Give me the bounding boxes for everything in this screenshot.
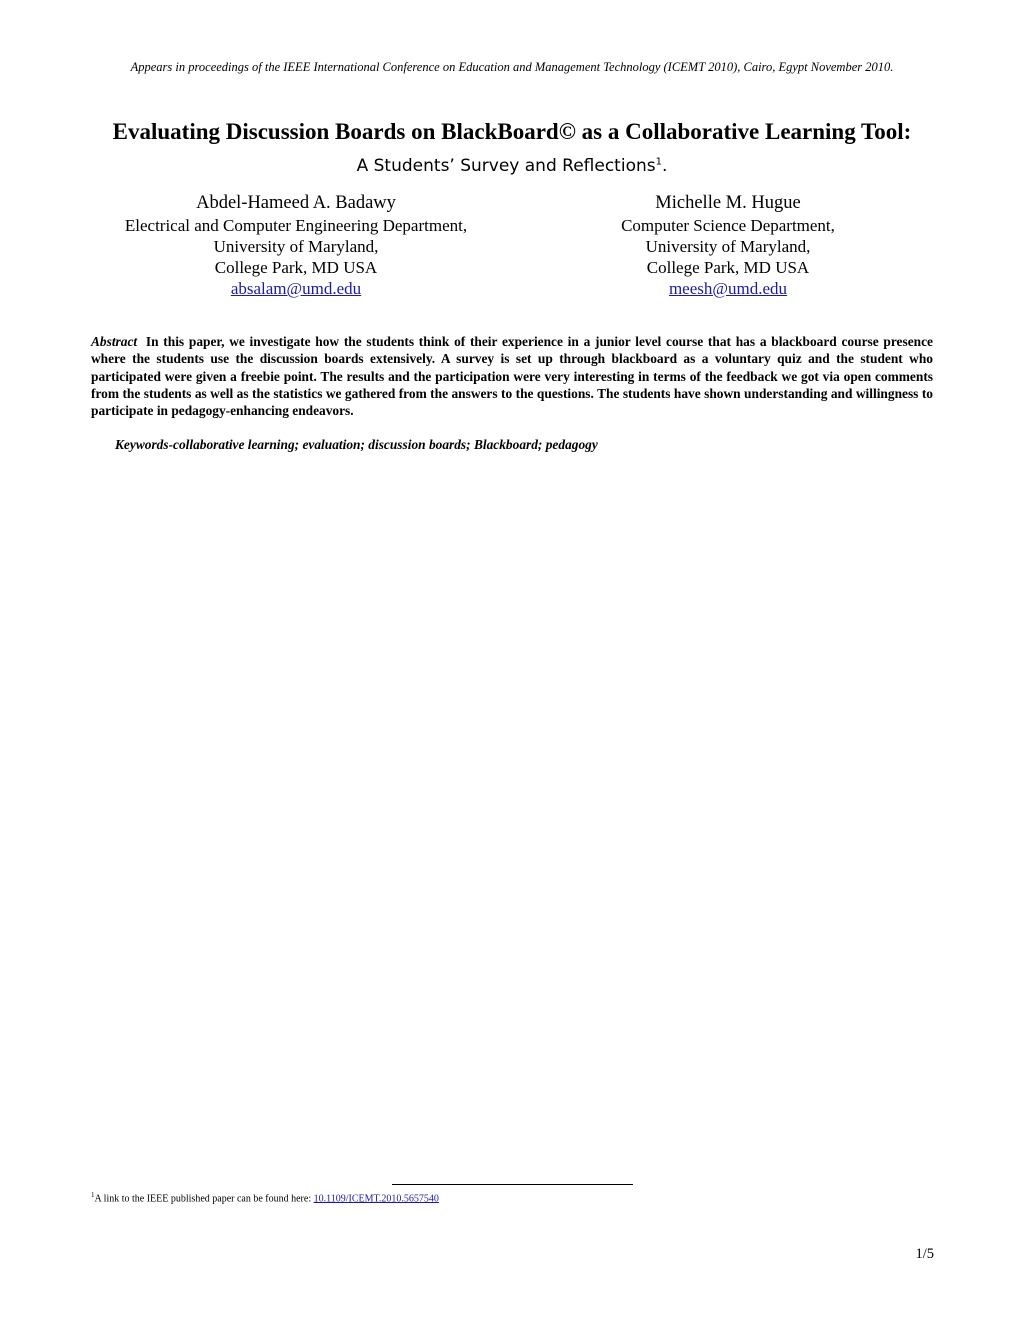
footnote [91,1191,791,1204]
page-number: 1/5 [915,1246,934,1262]
keywords: Keywords-collaborative learning; evaluation; discussion boards; Blackboard; pedagogy [115,437,598,452]
abstract-text: In this paper, we investigate how the students think of their experience in a junior level course that has a blackboard course presence where the students use the discussion boards extensively. A survey is set up through blackboard as a voluntary quiz and the student who participated were given a freebie point. The results and the participation were very interesting in terms of the feedback we got via open comments from the students as well as the statistics we gathered from the answers to the questions. The students have shown understanding and willingness to participate in pedagogy-enhancing endeavors. [91,334,933,419]
abstract [91,333,933,419]
author-location: College Park, MD USA [214,258,378,277]
author-email-link[interactable]: absalam@umd.edu [230,279,362,298]
paper-title: Evaluating Discussion Boards on BlackBoard© as a Collaborative Learning Tool: [112,119,912,144]
doi-link[interactable]: 10.1109/ICEMT.2010.5657540 [313,1193,439,1205]
author-department: Computer Science Department, [621,216,835,235]
running-header: Appears in proceedings of the IEEE International Conference on Education and Management Technology (ICEMT 2010), Cairo, Egypt November 2010. [130,60,894,74]
footnote-text: A link to the IEEE published paper can be found here: [94,1193,314,1205]
author-block-1 [96,193,496,299]
footnote-mark: 1 [91,1191,95,1199]
author-location: College Park, MD USA [646,258,810,277]
subtitle-end: . [661,156,668,176]
author-university: University of Maryland, [213,237,379,256]
author-name: Abdel-Hameed A. Badawy [196,193,396,213]
abstract-label: Abstract [91,334,138,349]
paper-subtitle [0,156,1024,176]
author-email-link[interactable]: meesh@umd.edu [668,279,788,298]
subtitle-footnote-mark[interactable]: 1 [655,156,662,168]
footnote-divider [392,1184,633,1185]
author-block-2 [578,193,878,299]
author-university: University of Maryland, [645,237,811,256]
author-department: Electrical and Computer Engineering Department, [124,216,468,235]
author-name: Michelle M. Hugue [655,193,801,213]
subtitle-text: A Students’ Survey and Reflections [356,156,656,176]
